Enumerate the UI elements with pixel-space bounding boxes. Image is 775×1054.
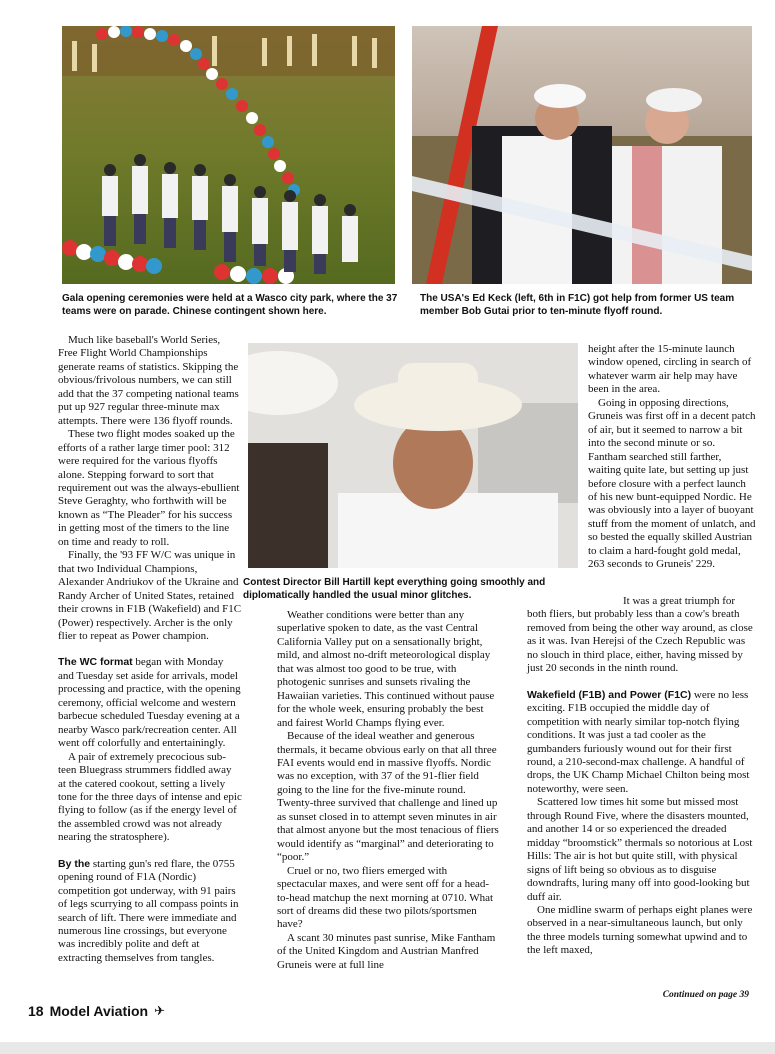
paragraph-text: starting gun's red flare, the 0755 opening round of F1A (Nordic) competition got underway, with 91 pairs of legs scurrying to all compass points in search of lift. There were immediate and numerous line crossings, but everyone was incredibly polite and deft at extracting themselves from tangles. (58, 857, 239, 964)
paragraph: height after the 15-minute launch window opened, circling in search of whatever warm air help may have been in the area. (588, 343, 752, 396)
section-lead: By the (58, 857, 91, 870)
paragraph: One midline swarm of perhaps eight planes were observed in a near-simultaneous launch, but only the three models turning somewhat upwind and to the left maxed, (527, 903, 753, 957)
paragraph: Finally, the '93 FF W/C was unique in that two Individual Champions, Alexander Andriukov of the Ukraine and Randy Archer of United States, retained their crowns in F1B (Wakefield) and F1C (Power) respectively. Archer is the only flier to repeat as Power champion. (58, 549, 242, 642)
parade-caption: Gala opening ceremonies were held at a Wasco city park, where the 37 teams were on parade. Chinese contingent shown here. (62, 293, 398, 317)
section-lead: Wakefield (F1B) and Power (F1C) (527, 688, 692, 701)
paragraph (58, 858, 242, 966)
page-bottom-edge (0, 1042, 775, 1054)
page-footer (28, 1003, 165, 1019)
paragraph: Scattered low times hit some but missed most through Round Five, where the disasters mounted, and another 14 or so experienced the dreaded midday “broomstick” thermals so notorious at Lost Hills: The air is hot but quite still, with physical signs of lift being so obvious as to disguise downdrafts, luring many off into good-looking but duff air. (527, 796, 753, 903)
paragraph (527, 689, 757, 797)
paragraph: Weather conditions were better than any superlative spoken to date, as the vast Central California Valley put on a sensationally bright, mild, and almost no-drift meteorological display that was almost too good to be true, with photogenic sunrises and sunsets rivaling the Hawaiian varieties. This continued without pause for the whole week, ensuring probably the best and fairest World Champs flying ever. (277, 609, 495, 729)
paragraph: A scant 30 minutes past sunrise, Mike Fantham of the United Kingdom and Austrian Manfred Gruneis were at full line (277, 931, 496, 971)
parade-photo (62, 26, 395, 284)
continued-note: Continued on page 39 (662, 990, 749, 1000)
paragraph: Much like baseball's World Series, Free Flight World Championships generate reams of statistics. Skipping the obvious/frivolous numbers, we can still add that the 37 competing national teams put up 927 regular three-minute max attempts. There were 136 flyoff rounds. (58, 334, 239, 427)
paragraph: Cruel or no, two fliers emerged with spectacular maxes, and were sent off for a head-to-head matchup the next morning at 0710. What sort of dreams did these two pilots/sportsmen have? (277, 864, 494, 931)
keck-gutai-photo (412, 26, 752, 284)
middle-column (277, 609, 499, 972)
airplane-icon: ✈ (154, 1003, 166, 1018)
section-lead: The WC format (58, 656, 133, 669)
paragraph: Going in opposing directions, Gruneis was first off in a decent patch of air, but it seemed to narrow a bit into the second minute or so. Fantham searched still farther, waiting quite late, but setting up just before closure with a perfect launch of his new bunt-equipped Nordic. He was obviously into a layer of buoyant stuff from the moment of unlatch, and so bested the equally skilled Austrian to claim a hard-fought gold medal, 263 seconds to Gruneis' 229. (588, 396, 756, 571)
paragraph-text: were no less exciting. F1B occupied the middle day of competition with nearly similar top-notch flying conditions. It was just a tad cooler as the gumbanders furiously wound out for their first round, a 210-second-max challenge. A handful of drops, the UK Champ Michael Chilton being most noteworthy, were seen. (527, 688, 750, 795)
paragraph: These two flight modes soaked up the efforts of a rather large timer pool: 312 were required for the various flyoffs alone. Stepping forward to sort that requirement out was the always-ebullient Steve Geraghty, who forthwith will be known as “The Pleader” for his success in getting most of the timers to the line on time and ready to roll. (58, 428, 240, 548)
keck-caption: The USA's Ed Keck (left, 6th in F1C) got help from former US team member Bob Gutai prior to ten-minute flyoff round. (420, 293, 735, 317)
right-column-top (588, 343, 756, 572)
page-number: 18 (28, 1003, 44, 1019)
magazine-name: Model Aviation (49, 1003, 149, 1019)
hartill-caption: Contest Director Bill Hartill kept everything going smoothly and diplomatically handled the usual minor glitches. (243, 577, 546, 601)
hartill-photo (248, 343, 578, 568)
paragraph-text: began with Monday and Tuesday set aside for arrivals, model processing and practice, with the opening ceremony, official welcome and western barbecue scheduled Tuesday evening at a nearby Wasco park/recreation center. All went off colorfully and entertainingly. (58, 656, 241, 750)
paragraph: A pair of extremely precocious sub-teen Bluegrass strummers fiddled away at the catered cookout, setting a lively tone for the three days of intense and epic flying to follow (as if the energy level of the assembled crowd was not already nearing the stratosphere). (58, 750, 242, 844)
left-column (58, 334, 242, 965)
right-column (527, 595, 757, 958)
paragraph: It was a great triumph for both fliers, but probably less than a cow's breath removed from being the other way around, as close as it was. Ivan Herejsi of the Czech Republic was no slouch in third place, either, having missed by just 20 seconds in the ninth round. (527, 595, 753, 675)
paragraph: Because of the ideal weather and generous thermals, it became obvious early on that all three FAI events would end in massive flyoffs. Nordic was no exception, with 37 of the 91-flier field going to the line for the five-minute round. Twenty-three survived that challenge and lined up as sunset closed in to attempt seven minutes in air that almost anyone but the most tenacious of fliers would identify as “marginal” and deteriorating to “poor.” (277, 730, 499, 864)
paragraph (58, 656, 242, 750)
